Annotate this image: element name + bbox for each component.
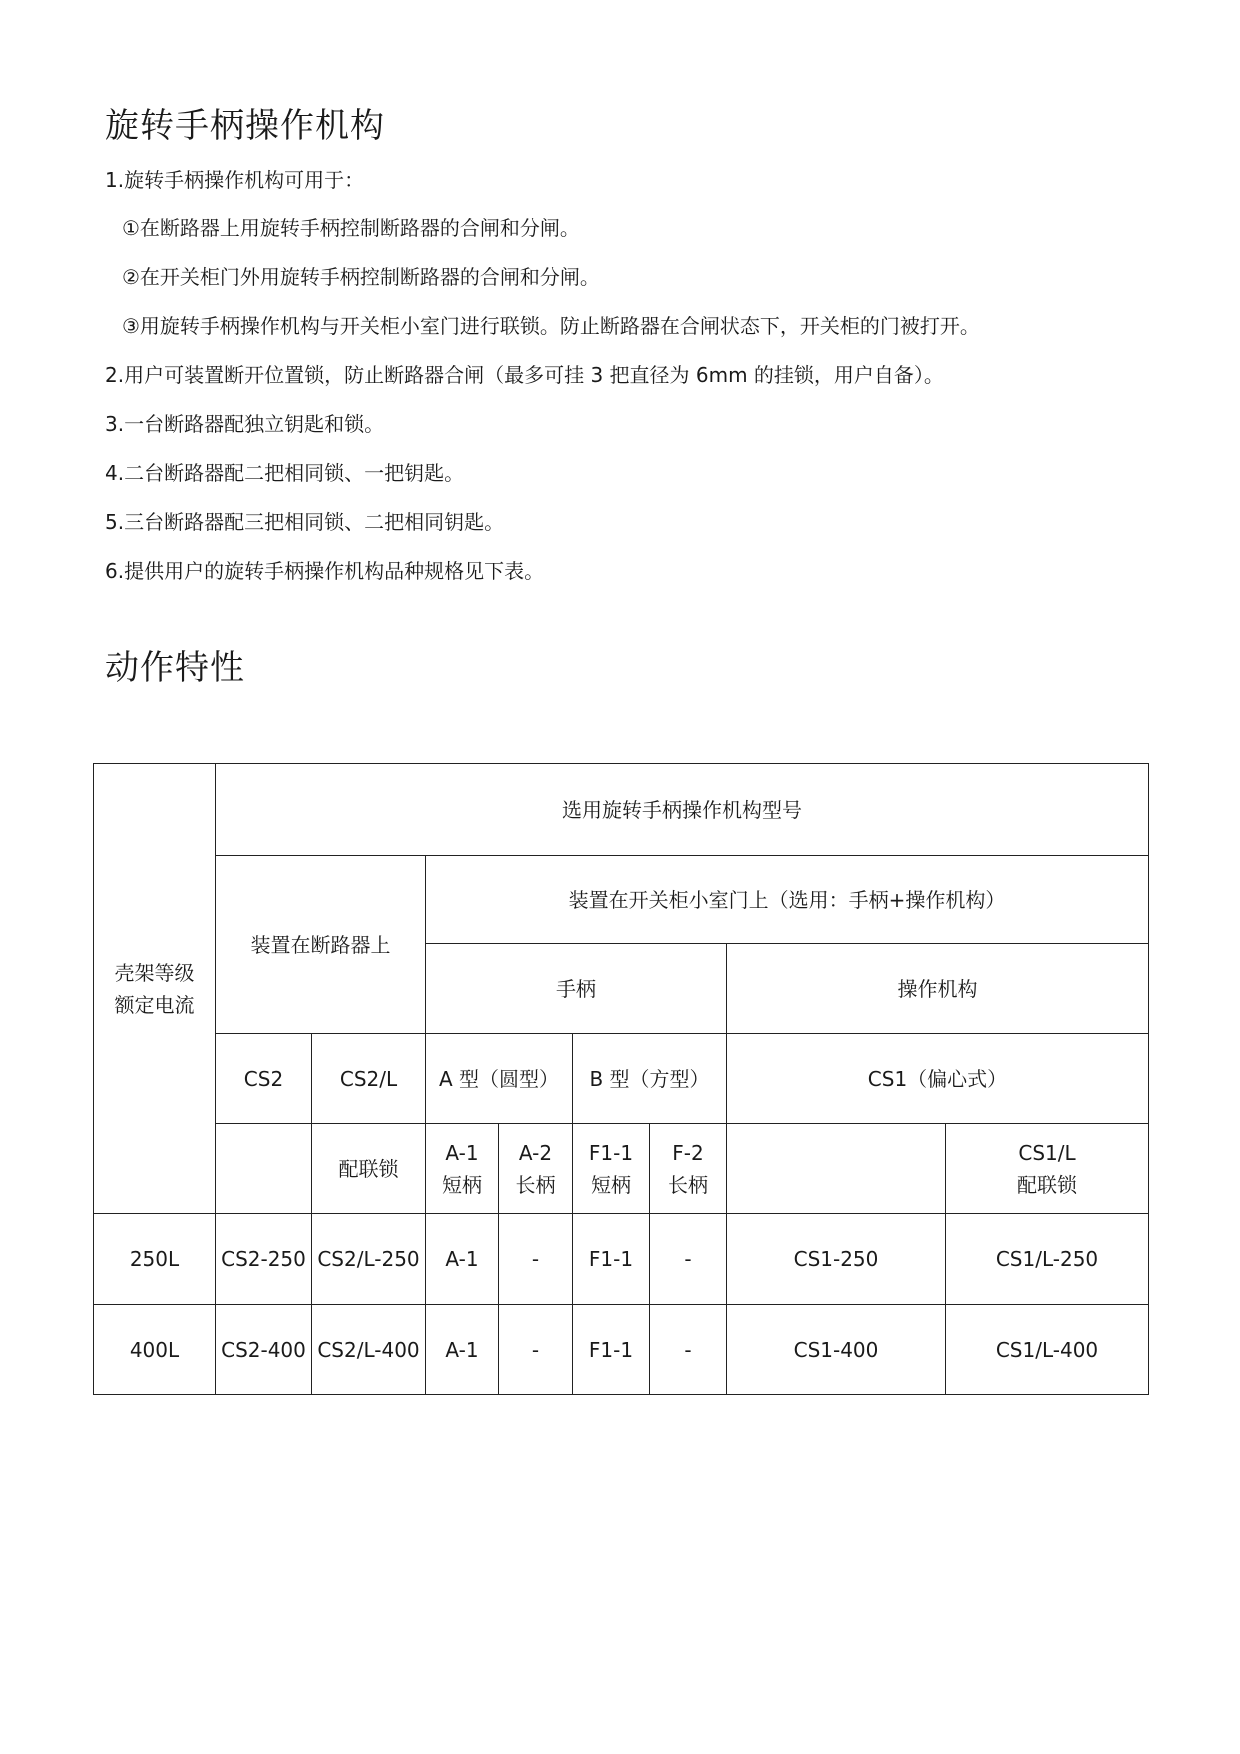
- type-b-header: B 型（方型）: [573, 1034, 727, 1124]
- list-item: 6.提供用户的旋转手柄操作机构品种规格见下表。: [105, 559, 545, 583]
- mechanism-header: 操作机构: [727, 944, 1149, 1034]
- cs2l-cell: CS2/L-400: [312, 1305, 426, 1395]
- a2-cell: -: [499, 1305, 573, 1395]
- rating-cell: 400L: [94, 1305, 216, 1395]
- list-item: 2.用户可装置断开位置锁，防止断路器合闸（最多可挂 3 把直径为 6mm 的挂锁，用户自备）。: [105, 363, 944, 387]
- cs1-header: CS1（偏心式）: [727, 1034, 1149, 1124]
- f2-cell: -: [650, 1305, 727, 1395]
- f1-cell: F1-1: [573, 1214, 650, 1305]
- f2-header: F-2 长柄: [650, 1124, 727, 1214]
- f1-header: F1-1 短柄: [573, 1124, 650, 1214]
- cs1l-header: CS1/L 配联锁: [946, 1124, 1149, 1214]
- section-title-action-characteristics: 动作特性: [105, 648, 245, 688]
- list-item: 5.三台断路器配三把相同锁、二把相同钥匙。: [105, 510, 505, 534]
- list-item: ③用旋转手柄操作机构与开关柜小室门进行联锁。防止断路器在合闸状态下，开关柜的门被打开。: [122, 314, 980, 338]
- list-item: 4.二台断路器配二把相同锁、一把钥匙。: [105, 461, 465, 485]
- list-item: 1.旋转手柄操作机构可用于：: [105, 168, 365, 192]
- cs2l-header: CS2/L: [312, 1034, 426, 1124]
- cs1l-cell: CS1/L-400: [946, 1305, 1149, 1395]
- f1-cell: F1-1: [573, 1305, 650, 1395]
- cs1-cell: CS1-250: [727, 1214, 946, 1305]
- cs2l-cell: CS2/L-250: [312, 1214, 426, 1305]
- frame-rating-header: 壳架等级 额定电流: [94, 764, 216, 1214]
- on-door-header: 装置在开关柜小室门上（选用：手柄+操作机构）: [426, 856, 1149, 944]
- a1-header: A-1 短柄: [426, 1124, 499, 1214]
- section-title-rotary-handle: 旋转手柄操作机构: [105, 106, 385, 146]
- cs1l-cell: CS1/L-250: [946, 1214, 1149, 1305]
- interlock-header: 配联锁: [312, 1124, 426, 1214]
- a1-cell: A-1: [426, 1305, 499, 1395]
- cs2-cell: CS2-400: [216, 1305, 312, 1395]
- cs1-cell: CS1-400: [727, 1305, 946, 1395]
- type-a-header: A 型（圆型）: [426, 1034, 573, 1124]
- on-breaker-header: 装置在断路器上: [216, 856, 426, 1034]
- rating-cell: 250L: [94, 1214, 216, 1305]
- list-item: 3.一台断路器配独立钥匙和锁。: [105, 412, 385, 436]
- table-row: [94, 1214, 1149, 1305]
- a1-cell: A-1: [426, 1214, 499, 1305]
- model-header: 选用旋转手柄操作机构型号: [216, 764, 1149, 856]
- list-item: ①在断路器上用旋转手柄控制断路器的合闸和分闸。: [122, 216, 580, 240]
- handle-header: 手柄: [426, 944, 727, 1034]
- cs2-cell: CS2-250: [216, 1214, 312, 1305]
- cs2-header: CS2: [216, 1034, 312, 1124]
- table-row: [94, 1305, 1149, 1395]
- a2-header: A-2 长柄: [499, 1124, 573, 1214]
- empty-cell: [216, 1124, 312, 1214]
- list-item: ②在开关柜门外用旋转手柄控制断路器的合闸和分闸。: [122, 265, 600, 289]
- spec-table: [93, 763, 1149, 1395]
- a2-cell: -: [499, 1214, 573, 1305]
- f2-cell: -: [650, 1214, 727, 1305]
- empty-cell: [727, 1124, 946, 1214]
